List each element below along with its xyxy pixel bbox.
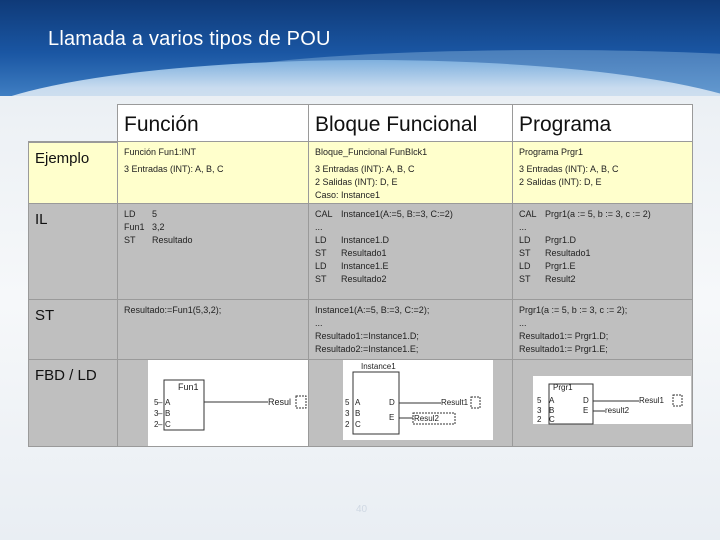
- input-value: 5: [537, 396, 542, 405]
- output-name: Result1: [441, 398, 469, 407]
- st-programa: [513, 300, 693, 360]
- il-operand: Instance1.D: [341, 235, 390, 245]
- il-line: [124, 208, 302, 221]
- input-pin: A: [549, 396, 555, 405]
- il-line: [315, 234, 506, 247]
- slide-header: [0, 0, 720, 96]
- il-operator: LD: [519, 261, 531, 271]
- il-operator: LD: [124, 209, 136, 219]
- text-line: 2 Salidas (INT): D, E: [519, 177, 602, 187]
- il-operator: CAL: [519, 209, 537, 219]
- row-label-ejemplo: Ejemplo: [28, 142, 118, 204]
- text-line: Resultado1:= Prgr1.D;: [519, 331, 609, 341]
- output-pin: E: [389, 413, 395, 422]
- input-value: 3: [345, 409, 350, 418]
- header-funcion: Función: [118, 104, 309, 142]
- il-operator: LD: [519, 235, 531, 245]
- output-name: Resul2: [414, 414, 439, 423]
- input-wire: –: [158, 398, 163, 407]
- row-label-il: IL: [28, 204, 118, 300]
- il-operand: Result2: [545, 274, 576, 284]
- instance-name: Instance1: [361, 362, 396, 371]
- il-line: [124, 221, 302, 234]
- text-line: ...: [315, 318, 323, 328]
- il-line: [519, 260, 686, 273]
- row-label-st: ST: [28, 300, 118, 360]
- pou-comparison-table: [28, 104, 693, 447]
- il-line: [519, 273, 686, 286]
- input-value: 2: [345, 420, 350, 429]
- il-line: [124, 234, 302, 247]
- il-operator: ST: [519, 274, 531, 284]
- il-operator: LD: [315, 261, 327, 271]
- il-line: [315, 260, 506, 273]
- text-line: 2 Salidas (INT): D, E: [315, 177, 398, 187]
- il-operand: Instance1(A:=5, B:=3, C:=2): [341, 209, 453, 219]
- fbd-block-diagram: [309, 360, 512, 446]
- input-pin: B: [549, 406, 555, 415]
- il-operand: Prgr1.D: [545, 235, 577, 245]
- text-line: Resultado2:=Instance1.E;: [315, 344, 419, 354]
- il-line: [315, 273, 506, 286]
- ejemplo-bloque: [309, 142, 513, 204]
- fbd-bloque: [309, 360, 513, 447]
- il-operator: CAL: [315, 209, 333, 219]
- fbd-funcion: [118, 360, 309, 447]
- input-pin: B: [355, 409, 361, 418]
- input-pin: C: [165, 420, 171, 429]
- text-line: ...: [519, 318, 527, 328]
- input-value: 5: [154, 398, 159, 407]
- text-line: Función Fun1:INT: [124, 147, 197, 157]
- fbd-program-diagram: [513, 360, 692, 446]
- text-line: Prgr1(a := 5, b := 3, c := 2);: [519, 305, 628, 315]
- header-corner: [28, 104, 118, 142]
- output-pin: D: [389, 398, 395, 407]
- il-line: [519, 221, 686, 234]
- slide-title: Llamada a varios tipos de POU: [48, 28, 331, 50]
- output-name: Resul1: [639, 396, 664, 405]
- il-programa: [513, 204, 693, 300]
- fbd-programa: [513, 360, 693, 447]
- il-operand: 3,2: [152, 222, 165, 232]
- page-number: 40: [356, 504, 368, 515]
- block-name: Fun1: [178, 382, 199, 392]
- input-value: 3: [154, 409, 159, 418]
- il-operator: ...: [519, 222, 527, 232]
- il-operator: ST: [315, 274, 327, 284]
- text-line: Resultado1:=Instance1.D;: [315, 331, 419, 341]
- output-pin: D: [583, 396, 589, 405]
- il-line: [519, 234, 686, 247]
- ejemplo-programa: [513, 142, 693, 204]
- il-operator: ST: [124, 235, 136, 245]
- il-operator: Fun1: [124, 222, 145, 232]
- input-pin: C: [549, 415, 555, 424]
- st-funcion: [118, 300, 309, 360]
- input-value: 2: [537, 415, 542, 424]
- text-line: Programa Prgr1: [519, 147, 584, 157]
- il-line: [519, 208, 686, 221]
- il-line: [315, 247, 506, 260]
- il-operator: LD: [315, 235, 327, 245]
- il-operand: Resultado2: [341, 274, 387, 284]
- il-line: [519, 247, 686, 260]
- row-label-fbd-ld: FBD / LD: [28, 360, 118, 447]
- block-name: Prgr1: [553, 383, 573, 392]
- input-value: 5: [345, 398, 350, 407]
- il-funcion: [118, 204, 309, 300]
- input-wire: –: [158, 420, 163, 429]
- text-line: 3 Entradas (INT): A, B, C: [124, 164, 224, 174]
- il-operand: Prgr1(a := 5, b := 3, c := 2): [545, 209, 651, 219]
- il-operand: Resultado1: [545, 248, 591, 258]
- text-line: Resultado1:= Prgr1.E;: [519, 344, 608, 354]
- il-operator: ST: [519, 248, 531, 258]
- il-bloque: [309, 204, 513, 300]
- il-operator: ...: [315, 222, 323, 232]
- il-operator: ST: [315, 248, 327, 258]
- text-line: 3 Entradas (INT): A, B, C: [315, 164, 415, 174]
- il-operand: Prgr1.E: [545, 261, 576, 271]
- il-operand: Resultado: [152, 235, 193, 245]
- input-pin: A: [355, 398, 361, 407]
- input-wire: –: [158, 409, 163, 418]
- text-line: 3 Entradas (INT): A, B, C: [519, 164, 619, 174]
- ejemplo-funcion: [118, 142, 309, 204]
- input-pin: C: [355, 420, 361, 429]
- il-operand: Instance1.E: [341, 261, 389, 271]
- input-pin: B: [165, 409, 171, 418]
- text-line: Bloque_Funcional FunBlck1: [315, 147, 428, 157]
- input-value: 2: [154, 420, 159, 429]
- text-line: Instance1(A:=5, B:=3, C:=2);: [315, 305, 430, 315]
- st-bloque: [309, 300, 513, 360]
- il-line: [315, 221, 506, 234]
- output-name: Resul: [268, 397, 292, 407]
- fbd-function-diagram: [118, 360, 308, 446]
- text-line: Resultado:=Fun1(5,3,2);: [124, 305, 222, 315]
- il-line: [315, 208, 506, 221]
- il-operand: Resultado1: [341, 248, 387, 258]
- il-operand: 5: [152, 209, 158, 219]
- header-programa: Programa: [513, 104, 693, 142]
- text-line: Caso: Instance1: [315, 190, 381, 200]
- output-name: result2: [605, 406, 630, 415]
- output-pin: E: [583, 406, 589, 415]
- input-pin: A: [165, 398, 171, 407]
- header-bloque-funcional: Bloque Funcional: [309, 104, 513, 142]
- input-value: 3: [537, 406, 542, 415]
